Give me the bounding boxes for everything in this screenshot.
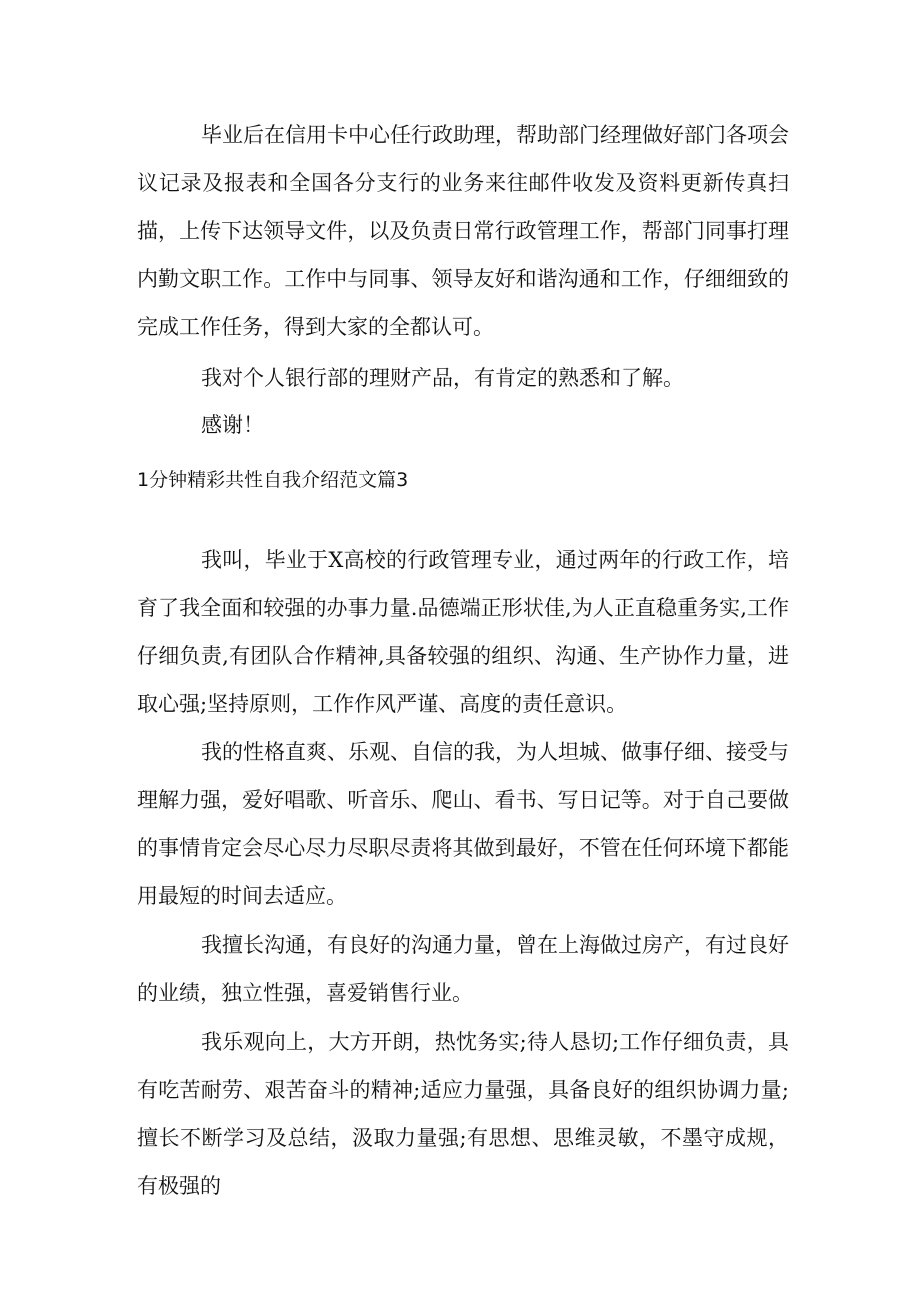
paragraph-product-knowledge: 我对个人银行部的理财产品，有肯定的熟悉和了解。 — [201, 366, 684, 390]
paragraph-work-experience: 毕业后在信用卡中心任行政助理，帮助部门经理做好部门各项会议记录及报表和全国各分支行的业务来往邮件收发及资料更新传真扫描，上传下达领导文件，以及负责日常行政管理工作，帮部门同事打理内勤文职工作。工作中与同事、领导友好和谐沟通和工作，仔细细致的完成工作任务，得到大家的全都认可。 — [137, 123, 789, 339]
paragraph-introduction: 我叫，毕业于X高校的行政管理专业，通过两年的行政工作，培育了我全面和较强的办事力量.品德端正形状佳,为人正直稳重务实,工作仔细负责,有团队合作精神,具备较强的组织、沟通、生产协作力量，进取心强;坚持原则，工作作风严谨、高度的责任意识。 — [137, 548, 789, 716]
paragraph-thanks: 感谢！ — [201, 413, 264, 437]
paragraph-personality: 我的性格直爽、乐观、自信的我，为人坦城、做事仔细、接受与理解力强，爱好唱歌、听音乐、爬山、看书、写日记等。对于自己要做的事情肯定会尽心尽力尽职尽责将其做到最好，不管在任何环境下都能用最短的时间去适应。 — [137, 740, 789, 908]
paragraph-communication: 我擅长沟通，有良好的沟通力量，曾在上海做过房产，有过良好的业绩，独立性强，喜爱销售行业。 — [137, 933, 789, 1005]
paragraph-attitude: 我乐观向上，大方开朗，热忱务实;待人恳切;工作仔细负责，具有吃苦耐劳、艰苦奋斗的精神;适应力量强，具备良好的组织协调力量;擅长不断学习及总结，汲取力量强;有思想、思维灵敏，不墨守成规，有极强的 — [137, 1030, 789, 1198]
section-heading: 1分钟精彩共性自我介绍范文篇3 — [137, 469, 409, 491]
